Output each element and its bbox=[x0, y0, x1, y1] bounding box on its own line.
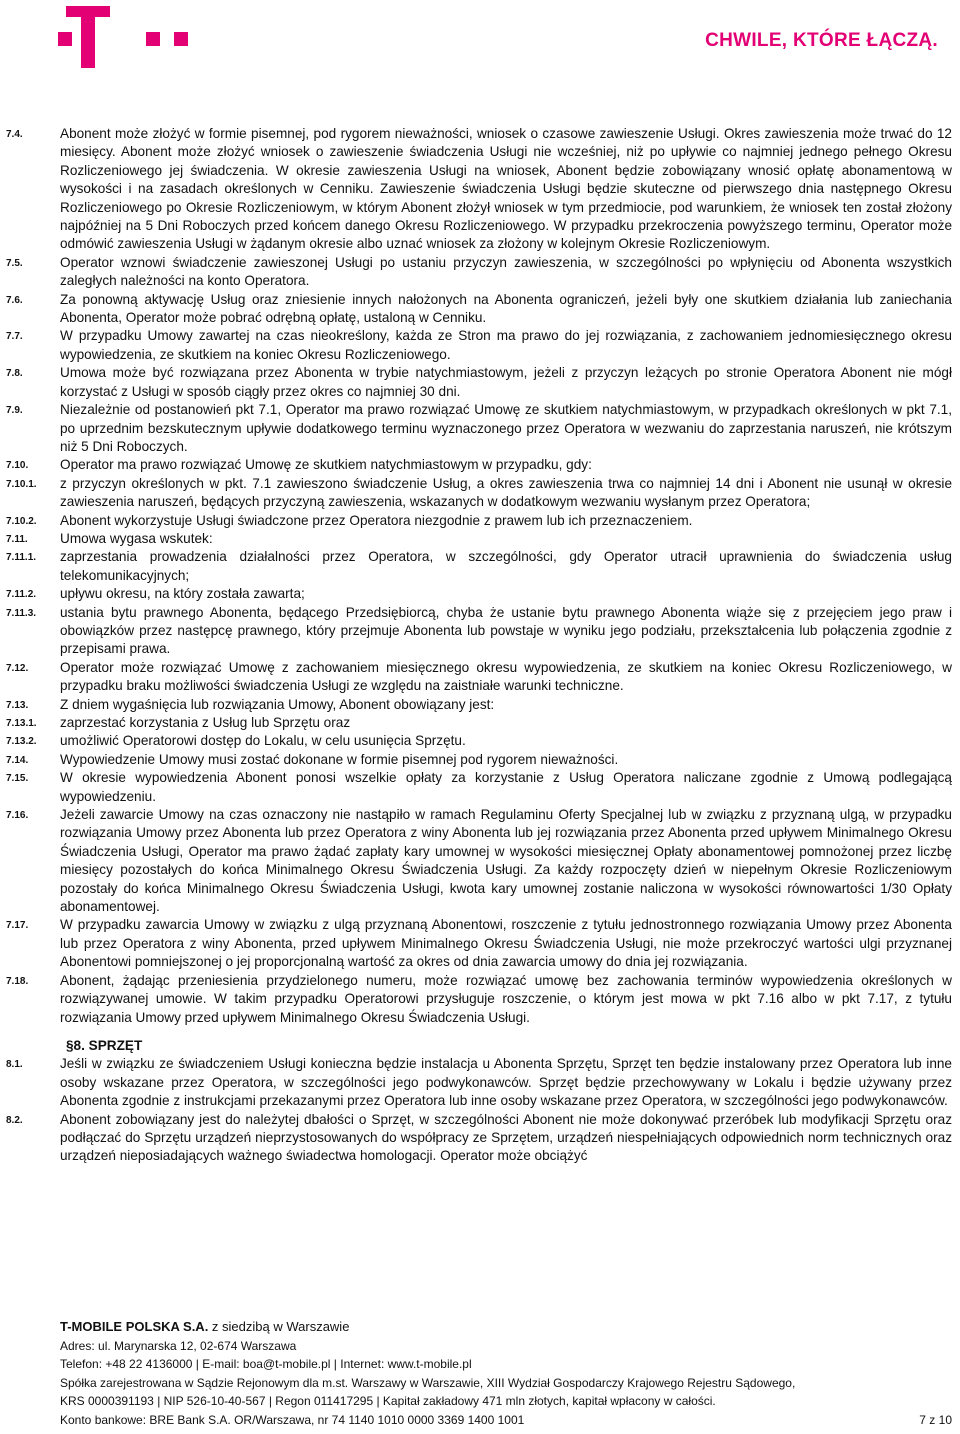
clause-text: W przypadku zawarcia Umowy w związku z ulgą przyznaną Abonentowi, roszczenie z tytułu jednostronnego rozwiązania Umowy przez Abonenta lub przez Operatora z winy Abonenta, przed upływem Minimalnego Okresu Świadczenia Usługi, nie może przekroczyć wartości ulgi przyznanej Abonentowi pomniejszonej o jej proporcjonalną wartość za okres od dnia zawarcia umowy do dnia jej rozwiązania. bbox=[60, 917, 952, 970]
clause-row bbox=[6, 714, 952, 732]
clause-row bbox=[6, 751, 952, 769]
clause-row bbox=[6, 475, 952, 512]
footer bbox=[60, 1318, 952, 1430]
clause-row bbox=[6, 806, 952, 916]
clause-number: 7.11. bbox=[6, 533, 28, 545]
clause-number: 7.16. bbox=[6, 810, 29, 822]
company-seat: z siedzibą w Warszawie bbox=[208, 1319, 350, 1334]
clause-text: Operator wznowi świadczenie zawieszonej Usługi po ustaniu przyczyn zawieszenia, w szczególności po wpłynięciu od Abonenta wszystkich zaległych należności na konto Operatora. bbox=[60, 254, 952, 289]
clause-row bbox=[6, 1055, 952, 1110]
clause-text: Operator może rozwiązać Umowę z zachowaniem miesięcznego okresu wypowiedzenia, ze skutkiem na koniec Okresu Rozliczeniowego, w przypadku braku możliwości świadczenia Usługi ze względu na zaistniałe warunki techniczne. bbox=[60, 659, 952, 694]
clause-row bbox=[6, 512, 952, 530]
clause-row bbox=[6, 604, 952, 659]
section-heading: §8. SPRZĘT bbox=[66, 1037, 143, 1053]
clause-text: Abonent wykorzystuje Usługi świadczone przez Operatora niezgodnie z prawem lub ich przeznaczeniem. bbox=[60, 512, 693, 528]
clause-number: 7.14. bbox=[6, 754, 29, 766]
clause-row bbox=[6, 456, 952, 474]
bank-account: Konto bankowe: BRE Bank S.A. OR/Warszawa, nr 74 1140 1010 0000 3369 1400 1001 bbox=[60, 1412, 525, 1427]
clause-row bbox=[6, 125, 952, 254]
clause-text: Niezależnie od postanowień pkt 7.1, Operator ma prawo rozwiązać Umowę ze skutkiem natychmiastowym, w przypadkach określonych w pkt 7.1, po uprzednim bezskutecznym upływie dodatkowego terminu wyznaczonego przez Operatora w wezwaniu do zaprzestania naruszeń, nie krótszym niż 5 Dni Roboczych. bbox=[60, 402, 952, 454]
clause-row bbox=[6, 732, 952, 750]
clause-row bbox=[6, 659, 952, 696]
clause-row bbox=[6, 916, 952, 971]
company-address: Adres: ul. Marynarska 12, 02-674 Warszawa bbox=[60, 1338, 297, 1353]
clause-number: 7.10.2. bbox=[6, 515, 37, 527]
company-name-bold: T-MOBILE POLSKA S.A. bbox=[60, 1319, 209, 1334]
clause-text: upływu okresu, na który została zawarta; bbox=[60, 586, 305, 602]
clause-text: zaprzestać korzystania z Usług lub Sprzętu oraz bbox=[60, 715, 351, 730]
clause-number: 7.17. bbox=[6, 920, 29, 932]
clause-text: Jeśli w związku ze świadczeniem Usługi konieczna będzie instalacja u Abonenta Sprzętu, Sprzęt ten będzie instalowany przez Operatora lub inne osoby wskazane przez Operatora, w szczególności jego podwykonawców. Sprzęt będzie przechowywany w Lokalu i będzie używany przez Abonenta zgodnie z instrukcjami przekazanymi przez Operatora lub inne osoby wskazane przez Operatora, w szczególności jego podwykonawców. bbox=[60, 1056, 952, 1109]
clause-text: Abonent, żądając przeniesienia przydzielonego numeru, może rozwiązać umowę bez zachowania terminów wypowiedzenia określonych w rozwiązywanej umowie. W takim przypadku Operatorowi przysługuje roszczenie, o którym jest mowa w pkt 7.16 albo w pkt 7.17, z tytułu rozwiązania Umowy przed upływem Minimalnego Okresu Świadczenia Usługi. bbox=[60, 972, 952, 1025]
clause-text: Wypowiedzenie Umowy musi zostać dokonane w formie pisemnej pod rygorem nieważności. bbox=[60, 751, 619, 767]
tagline: CHWILE, KTÓRE ŁĄCZĄ. bbox=[705, 30, 938, 51]
clause-text: umożliwić Operatorowi dostęp do Lokalu, w celu usunięcia Sprzętu. bbox=[60, 733, 466, 749]
clause-text: Jeżeli zawarcie Umowy na czas oznaczony nie nastąpiło w ramach Regulaminu Oferty Specjalnej lub w związku z przyznaną ulgą, w przypadku rozwiązania Umowy przez Abonenta lub przez Operatora z winy Abonenta lub jej rozwiązania przez Abonenta przed upływem Minimalnego Okresu Świadczenia Usługi, Operator ma prawo żądać zapłaty kary umownej w wysokości miesięcznej Opłaty abonamentowej pomnożonej przez liczbę miesięcy pozostałych do końca Minimalnego Okresu Świadczenia Usługi. Za każdy rozpoczęty dzień w niepełnym Okresie Rozliczeniowym pozostały do końca Minimalnego Okresu Świadczenia Usługi, kwota kary umownej zostanie naliczona w wysokości równowartości 1/30 Opłaty abonamentowej. bbox=[60, 807, 952, 915]
clause-row bbox=[6, 585, 952, 603]
clause-number: 8.2. bbox=[6, 1114, 23, 1126]
t-mobile-logo bbox=[58, 6, 188, 70]
clause-number: 7.11.1. bbox=[6, 552, 37, 564]
page-number: 7 z 10 bbox=[919, 1412, 952, 1427]
clause-row bbox=[6, 530, 952, 548]
clause-number: 7.7. bbox=[6, 331, 23, 343]
clause-number: 7.5. bbox=[6, 257, 23, 269]
clause-number: 7.8. bbox=[6, 368, 23, 380]
clause-row bbox=[6, 291, 952, 328]
footer-last-line bbox=[60, 1411, 952, 1430]
clause-number: 7.15. bbox=[6, 773, 29, 785]
clause-row bbox=[6, 364, 952, 401]
clause-text: Umowa może być rozwiązana przez Abonenta w trybie natychmiastowym, jeżeli z przyczyn leżących po stronie Operatora Abonent nie mógł korzystać z Usługi w sposób ciągły przez okres co najmniej 30 dni. bbox=[60, 365, 952, 399]
clause-number: 8.1. bbox=[6, 1059, 23, 1071]
clause-number: 7.6. bbox=[6, 294, 23, 306]
clause-row bbox=[6, 769, 952, 806]
clause-text: Umowa wygasa wskutek: bbox=[60, 530, 213, 546]
company-contact: Telefon: +48 22 4136000 | E-mail: boa@t-mobile.pl | Internet: www.t-mobile.pl bbox=[60, 1357, 472, 1372]
clause-text: Abonent zobowiązany jest do należytej dbałości o Sprzęt, w szczególności Abonent nie może dokonywać przeróbek lub modyfikacji Sprzętu oraz podłączać do Sprzętu urządzeń nieprzystosowanych do współpracy ze Sprzętem, urządzeń niespełniających odpowiednich norm technicznych oraz urządzeń nieposiadających ważnego świadectwa homologacji. Operator może obciążyć bbox=[60, 1111, 952, 1164]
clause-row bbox=[6, 972, 952, 1027]
clause-text: z przyczyn określonych w pkt. 7.1 zawieszono świadczenie Usług, a okres zawieszenia trwa co najmniej 14 dni i Abonent nie usunął w okresie zawieszenia naruszeń, będących przyczyną zawieszenia, wskazanych w dodatkowym wezwaniu wysłanym przez Operatora; bbox=[60, 475, 952, 510]
clause-number: 7.4. bbox=[6, 129, 23, 140]
clause-number: 7.13. bbox=[6, 699, 29, 711]
clause-number: 7.13.2. bbox=[6, 736, 37, 748]
company-registry-numbers: KRS 0000391193 | NIP 526-10-40-567 | Regon 011417295 | Kapitał zakładowy 471 mln złotych, kapitał wpłacony w całości. bbox=[60, 1394, 716, 1409]
clause-row bbox=[6, 696, 952, 714]
clause-number: 7.11.2. bbox=[6, 589, 37, 601]
clause-row bbox=[6, 548, 952, 585]
clause-text: zaprzestania prowadzenia działalności przez Operatora, w szczególności, gdy Operator utracił uprawnienia do świadczenia usług telekomunikacyjnych; bbox=[60, 549, 952, 583]
clause-number: 7.18. bbox=[6, 975, 29, 987]
clause-number: 7.11.3. bbox=[6, 607, 37, 619]
document-body bbox=[6, 125, 952, 1166]
clause-number: 7.10.1. bbox=[6, 478, 37, 490]
clause-number: 7.12. bbox=[6, 662, 29, 674]
clause-text: Operator ma prawo rozwiązać Umowę ze skutkiem natychmiastowym w przypadku, gdy: bbox=[60, 457, 592, 473]
company-registry: Spółka zarejestrowana w Sądzie Rejonowym dla m.st. Warszawy w Warszawie, XIII Wydział Gospodarczy Krajowego Rejestru Sądowego, bbox=[60, 1375, 796, 1390]
clause-text: Z dniem wygaśnięcia lub rozwiązania Umowy, Abonent obowiązany jest: bbox=[60, 696, 495, 712]
clause-number: 7.10. bbox=[6, 460, 29, 472]
clause-number: 7.13.1. bbox=[6, 718, 37, 729]
clause-text: W przypadku Umowy zawartej na czas nieokreślony, każda ze Stron ma prawo do jej rozwiązania, z zachowaniem jednomiesięcznego okresu wypowiedzenia, ze skutkiem na koniec Okresu Rozliczeniowego. bbox=[60, 328, 952, 362]
company-name bbox=[60, 1318, 952, 1337]
clause-row bbox=[6, 254, 952, 291]
clause-text: W okresie wypowiedzenia Abonent ponosi wszelkie opłaty za korzystanie z Usług Operatora naliczane zgodnie z Umową podlegającą wypowiedzeniu. bbox=[60, 770, 952, 804]
clause-text: Abonent może złożyć w formie pisemnej, pod rygorem nieważności, wniosek o czasowe zawieszenie Usługi. Okres zawieszenia może trwać do 12 miesięcy. Abonent może złożyć wniosek o zawieszenie świadczenia Usługi nie wcześniej, niż po upływie co najmniej jednego pełnego Okresu Rozliczeniowego jej świadczenia. W okresie zawieszenia Usługi na wniosek, Abonent będzie zobowiązany wnosić opłatę abonamentową w wysokości i na zasadach określonych w Cenniku. Zawieszenie świadczenia Usługi będzie skuteczne od pierwszego dnia następnego Okresu Rozliczeniowego po Okresie Rozliczeniowym, w którym Abonent złożył wniosek w tym przedmiocie, pod warunkiem, że wniosek ten został złożony najpóźniej na 5 Dni Roboczych przed końcem danego Okresu Rozliczeniowego. W przypadku przekroczenia powyższego terminu, Operator może odmówić zawieszenia Usługi w żądanym okresie albo uznać wniosek za złożony w kolejnym Okresie Rozliczeniowym. bbox=[60, 126, 952, 252]
clause-text: Za ponowną aktywację Usług oraz zniesienie innych nałożonych na Abonenta ograniczeń, jeżeli były one skutkiem działania lub zaniechania Abonenta, Operator może pobrać odrębną opłatę, ustaloną w Cenniku. bbox=[60, 291, 952, 326]
clause-row bbox=[6, 401, 952, 456]
clause-row bbox=[6, 1111, 952, 1166]
clause-row bbox=[6, 327, 952, 364]
clause-text: ustania bytu prawnego Abonenta, będącego Przedsiębiorcą, chyba że ustanie bytu prawnego Abonenta wiąże się z przejęciem jego praw i obowiązków przez następcę prawnego, który przejmuje Abonenta lub powstaje w wyniku jego podziału, przekształcenia lub połączenia zgodnie z przepisami prawa. bbox=[60, 604, 952, 657]
clause-number: 7.9. bbox=[6, 405, 23, 417]
